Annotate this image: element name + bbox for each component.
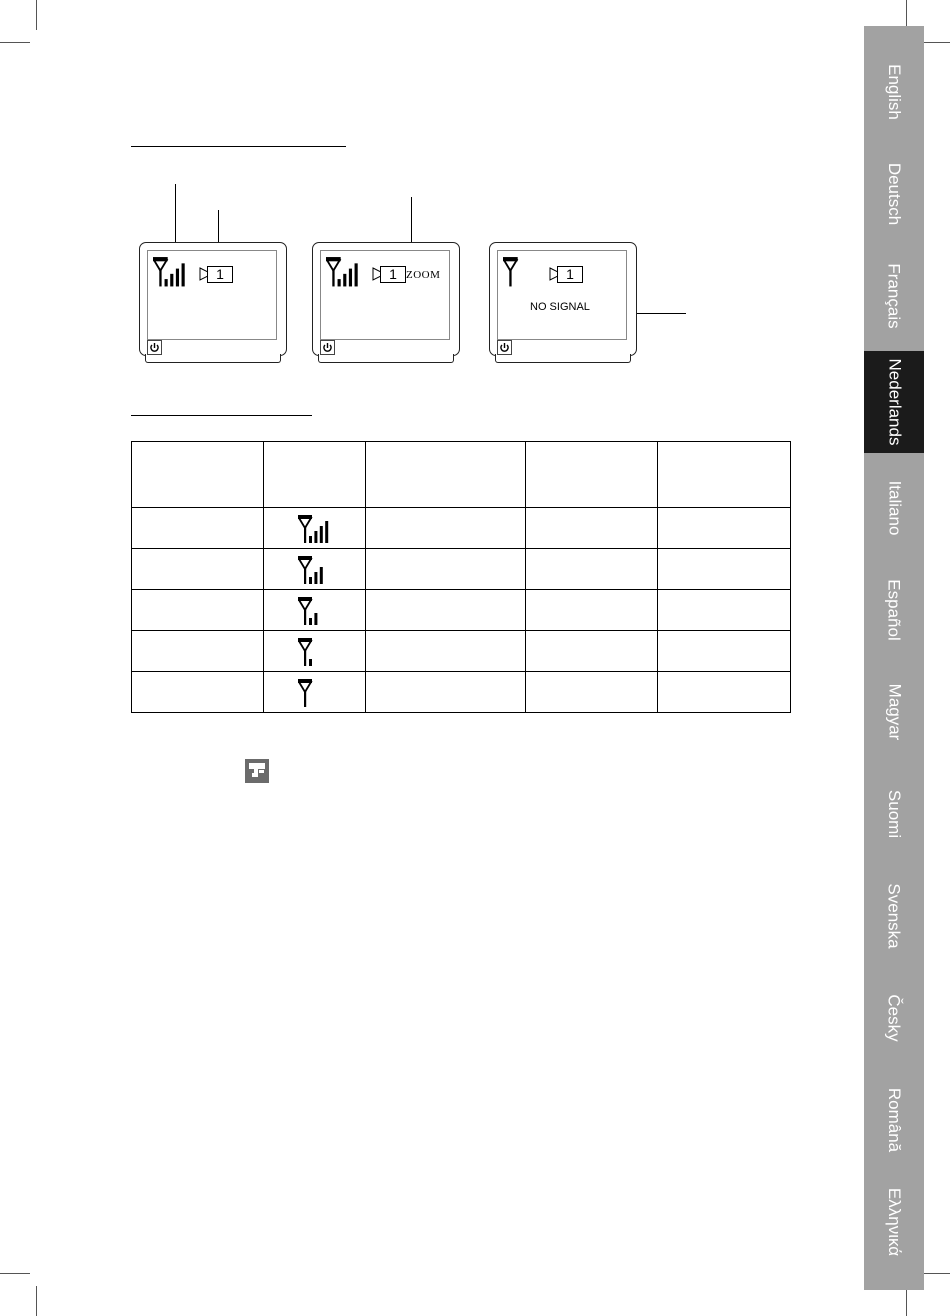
table-row: [132, 549, 791, 590]
table-header-cell: [132, 442, 264, 508]
monitor-base: [318, 354, 454, 363]
table-header-cell: [264, 442, 366, 508]
language-tab[interactable]: [864, 41, 924, 143]
table-row: [132, 631, 791, 672]
table-cell: [366, 631, 526, 672]
table-cell: [526, 672, 658, 713]
monitor-base: [495, 354, 631, 363]
table-row: [132, 590, 791, 631]
monitor-illustration: [312, 242, 460, 366]
crop-mark: [0, 1273, 30, 1274]
signal-bar: [309, 659, 312, 666]
crop-mark: [36, 0, 37, 30]
language-tab[interactable]: [864, 661, 924, 763]
antenna-icon: [298, 555, 332, 585]
language-tab[interactable]: [864, 1069, 924, 1171]
signal-bar: [176, 269, 179, 287]
language-tab-label: Español: [885, 579, 904, 641]
crop-mark: [906, 1286, 907, 1316]
language-tab-label: Italiano: [884, 480, 904, 536]
signal-bar: [355, 263, 358, 286]
language-tab-label: Nederlands: [885, 358, 905, 446]
camera-number: 1: [380, 266, 406, 283]
antenna-icon: [503, 256, 539, 288]
antenna-icon: [298, 678, 332, 708]
signal-bar: [343, 274, 346, 287]
language-tab[interactable]: [864, 865, 924, 967]
antenna-icon: [298, 596, 332, 626]
table-row: [132, 508, 791, 549]
language-tab-label: Deutsch: [885, 162, 904, 226]
signal-level-cell: [264, 508, 366, 549]
signal-bar: [309, 536, 312, 543]
monitor-illustration: [489, 242, 637, 366]
power-button[interactable]: [147, 340, 162, 355]
table-cell: [658, 508, 791, 549]
language-tab[interactable]: [864, 1171, 924, 1273]
signal-level-cell: [264, 549, 366, 590]
table-cell: [366, 590, 526, 631]
language-tab-label: Ελληνικά: [885, 1187, 905, 1257]
language-tab-label: Magyar: [885, 683, 904, 741]
signal-bar: [314, 531, 317, 543]
language-tab[interactable]: [864, 559, 924, 661]
language-tab[interactable]: [864, 457, 924, 559]
signal-bar: [309, 618, 312, 625]
antenna-icon: [326, 256, 362, 288]
signal-bar: [165, 279, 168, 286]
table-cell: [658, 549, 791, 590]
language-tab-label: Français: [885, 263, 904, 329]
signal-level-cell: [264, 590, 366, 631]
section-heading-rule: [131, 415, 312, 416]
table-cell: [132, 508, 264, 549]
signal-bar: [319, 567, 322, 584]
camera-settings-icon: [245, 759, 269, 783]
signal-bar: [314, 572, 317, 584]
table-cell: [526, 590, 658, 631]
signal-bar: [314, 613, 317, 625]
crop-mark: [924, 1273, 950, 1274]
language-tab-label: Suomi: [885, 789, 904, 839]
language-tab-label: English: [884, 64, 904, 120]
signal-bar: [349, 269, 352, 287]
signal-level-cell: [264, 631, 366, 672]
signal-bar: [182, 263, 185, 286]
table-cell: [132, 672, 264, 713]
signal-bar: [319, 526, 322, 543]
table-cell: [366, 549, 526, 590]
power-button[interactable]: [497, 340, 512, 355]
antenna-icon: [298, 637, 332, 667]
language-tab-label: Română: [885, 1087, 905, 1153]
crop-mark: [0, 42, 30, 43]
language-tab[interactable]: [864, 351, 924, 453]
monitor-illustration: [139, 242, 287, 366]
power-button[interactable]: [320, 340, 335, 355]
signal-strength-table: [131, 441, 791, 713]
signal-bar: [309, 577, 312, 584]
signal-bar: [170, 274, 173, 287]
camera-number: 1: [557, 266, 583, 283]
power-icon: [321, 341, 334, 354]
table-cell: [658, 672, 791, 713]
table-cell: [526, 549, 658, 590]
zoom-indicator: ZOOM: [406, 269, 441, 281]
table-cell: [366, 508, 526, 549]
monitor-base: [145, 354, 281, 363]
table-row: [132, 672, 791, 713]
language-tab[interactable]: [864, 245, 924, 347]
table-header-cell: [658, 442, 791, 508]
antenna-icon: [153, 256, 189, 288]
table-cell: [658, 631, 791, 672]
language-tab-label: Svenska: [885, 883, 905, 949]
table-cell: [132, 549, 264, 590]
language-tab-label: Česky: [884, 994, 904, 1042]
camera-number: 1: [207, 266, 233, 283]
table-header-cell: [526, 442, 658, 508]
table-cell: [366, 672, 526, 713]
signal-level-cell: [264, 672, 366, 713]
table-cell: [132, 631, 264, 672]
language-tab[interactable]: [864, 763, 924, 865]
no-signal-message: NO SIGNAL: [530, 301, 590, 313]
crop-mark: [924, 42, 950, 43]
section-heading-rule: [131, 146, 346, 147]
table-header-cell: [366, 442, 526, 508]
power-icon: [498, 341, 511, 354]
callout-line: [175, 184, 176, 248]
crop-mark: [36, 1286, 37, 1316]
power-icon: [148, 341, 161, 354]
table-cell: [526, 631, 658, 672]
table-cell: [526, 508, 658, 549]
signal-bar: [338, 279, 341, 286]
antenna-icon: [298, 514, 332, 544]
table-cell: [132, 590, 264, 631]
language-tab[interactable]: [864, 967, 924, 1069]
language-tabs: [864, 26, 924, 1290]
signal-bar: [325, 521, 328, 543]
language-tab[interactable]: [864, 143, 924, 245]
table-cell: [658, 590, 791, 631]
